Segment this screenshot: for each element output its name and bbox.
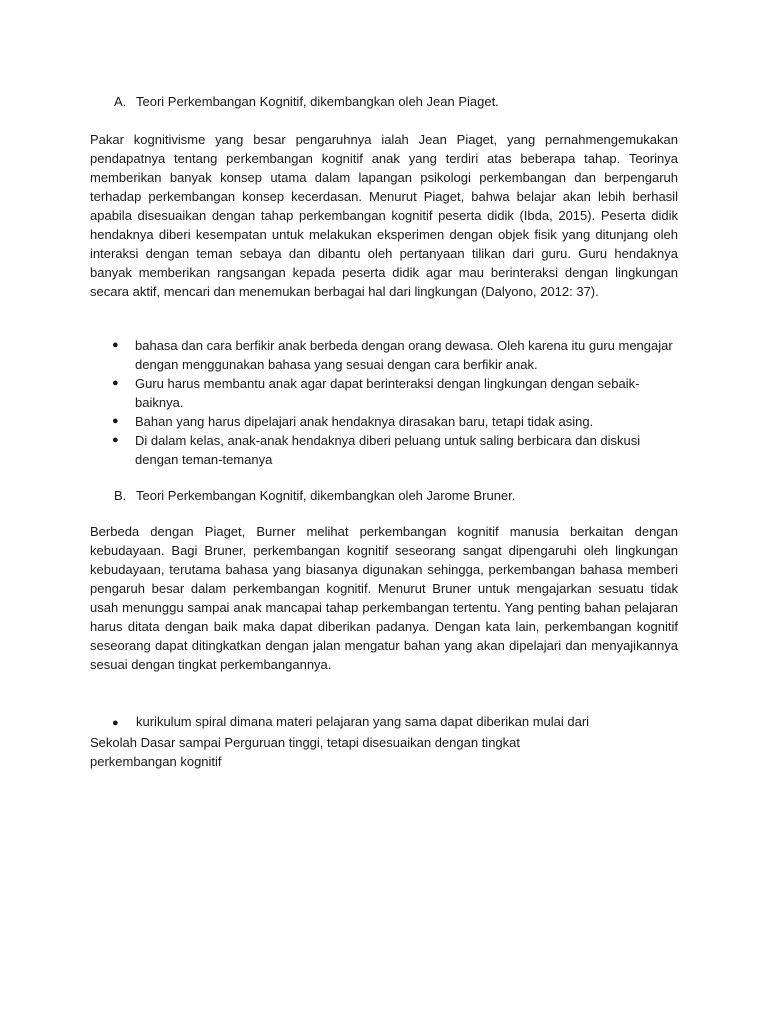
bullet-text: Di dalam kelas, anak-anak hendaknya diberi peluang untuk saling berbicara dan diskusi dengan teman-temanya xyxy=(135,433,641,467)
list-item xyxy=(90,374,678,412)
bullet-text: Bahan yang harus dipelajari anak hendaknya dirasakan baru, tetapi tidak asing. xyxy=(135,414,594,429)
bullet-text: kurikulum spiral dimana materi pelajaran yang sama dapat diberikan mulai dari xyxy=(136,714,590,729)
section-b-heading xyxy=(90,486,678,505)
section-b-bullet xyxy=(90,712,678,771)
section-a-marker: A. xyxy=(114,94,127,109)
bullet-line-2: Sekolah Dasar sampai Perguruan tinggi, tetapi disesuaikan dengan tingkat xyxy=(90,735,520,750)
section-b-title: Teori Perkembangan Kognitif, dikembangkan oleh Jarome Bruner. xyxy=(136,488,516,503)
section-a-paragraph: Pakar kognitivisme yang besar pengaruhnya ialah Jean Piaget, yang pernahmengemukakan pendapatnya tentang perkembangan kognitif anak yang terdiri atas beberapa tahap. Teorinya memberikan banyak konsep utama dalam lapangan psikologi perkembangan dan berpengaruh terhadap perkembangan konsep kecerdasan. Menurut Piaget, bahwa belajar akan lebih berhasil apabila disesuaikan dengan tahap perkembangan kognitif peserta didik (Ibda, 2015). Peserta didik hendaknya diberi kesempatan untuk melakukan eksperimen dengan objek fisik yang ditunjang oleh interaksi dengan teman sebaya dan dibantu oleh pertanyaan tilikan dari guru. Guru hendaknya banyak memberikan rangsangan kepada peserta didik agar mau berinteraksi dengan lingkungan secara aktif, mencari dan menemukan berbagai hal dari lingkungan (Dalyono, 2012: 37). xyxy=(90,132,678,299)
list-item xyxy=(90,412,678,431)
bullet-line-1 xyxy=(90,712,678,733)
bullet-icon: ● xyxy=(112,339,119,351)
bullet-text: bahasa dan cara berfikir anak berbeda dengan orang dewasa. Oleh karena itu guru mengajar dengan menggunakan bahasa yang sesuai dengan cara berfikir anak. xyxy=(135,338,673,372)
section-a-title: Teori Perkembangan Kognitif, dikembangkan oleh Jean Piaget. xyxy=(136,94,499,109)
section-b-marker: B. xyxy=(114,488,127,503)
section-b-paragraph: Berbeda dengan Piaget, Burner melihat perkembangan kognitif manusia berkaitan dengan kebudayaan. Bagi Bruner, perkembangan kognitif seseorang sangat dipengaruhi oleh lingkungan kebudayaan, terutama bahasa yang biasanya digunakan sehingga, perkembangan bahasa memberi pengaruh besar dalam perkembangan kognitif. Menurut Bruner untuk mengajarkan sesuatu tidak usah menunggu sampai anak mancapai tahap perkembangan tertentu. Yang penting bahan pelajaran harus ditata dengan baik maka dapat diberikan padanya. Dengan kata lain, perkembangan kognitif seseorang dapat ditingkatkan dengan jalan mengatur bahan yang akan dipelajari dan menyajikannya sesuai dengan tingkat perkembangannya. xyxy=(90,524,678,672)
bullet-icon: ● xyxy=(112,434,119,446)
bullet-icon: ● xyxy=(112,377,119,389)
bullet-icon: ● xyxy=(112,415,119,427)
list-item xyxy=(90,336,678,374)
bullet-icon: ● xyxy=(112,717,119,729)
bullet-text: Guru harus membantu anak agar dapat berinteraksi dengan lingkungan dengan sebaik-baiknya. xyxy=(135,376,640,410)
section-a-bullet-list xyxy=(90,336,678,469)
section-a-heading xyxy=(90,92,678,111)
list-item xyxy=(90,431,678,469)
bullet-line-3: perkembangan kognitif xyxy=(90,754,222,769)
